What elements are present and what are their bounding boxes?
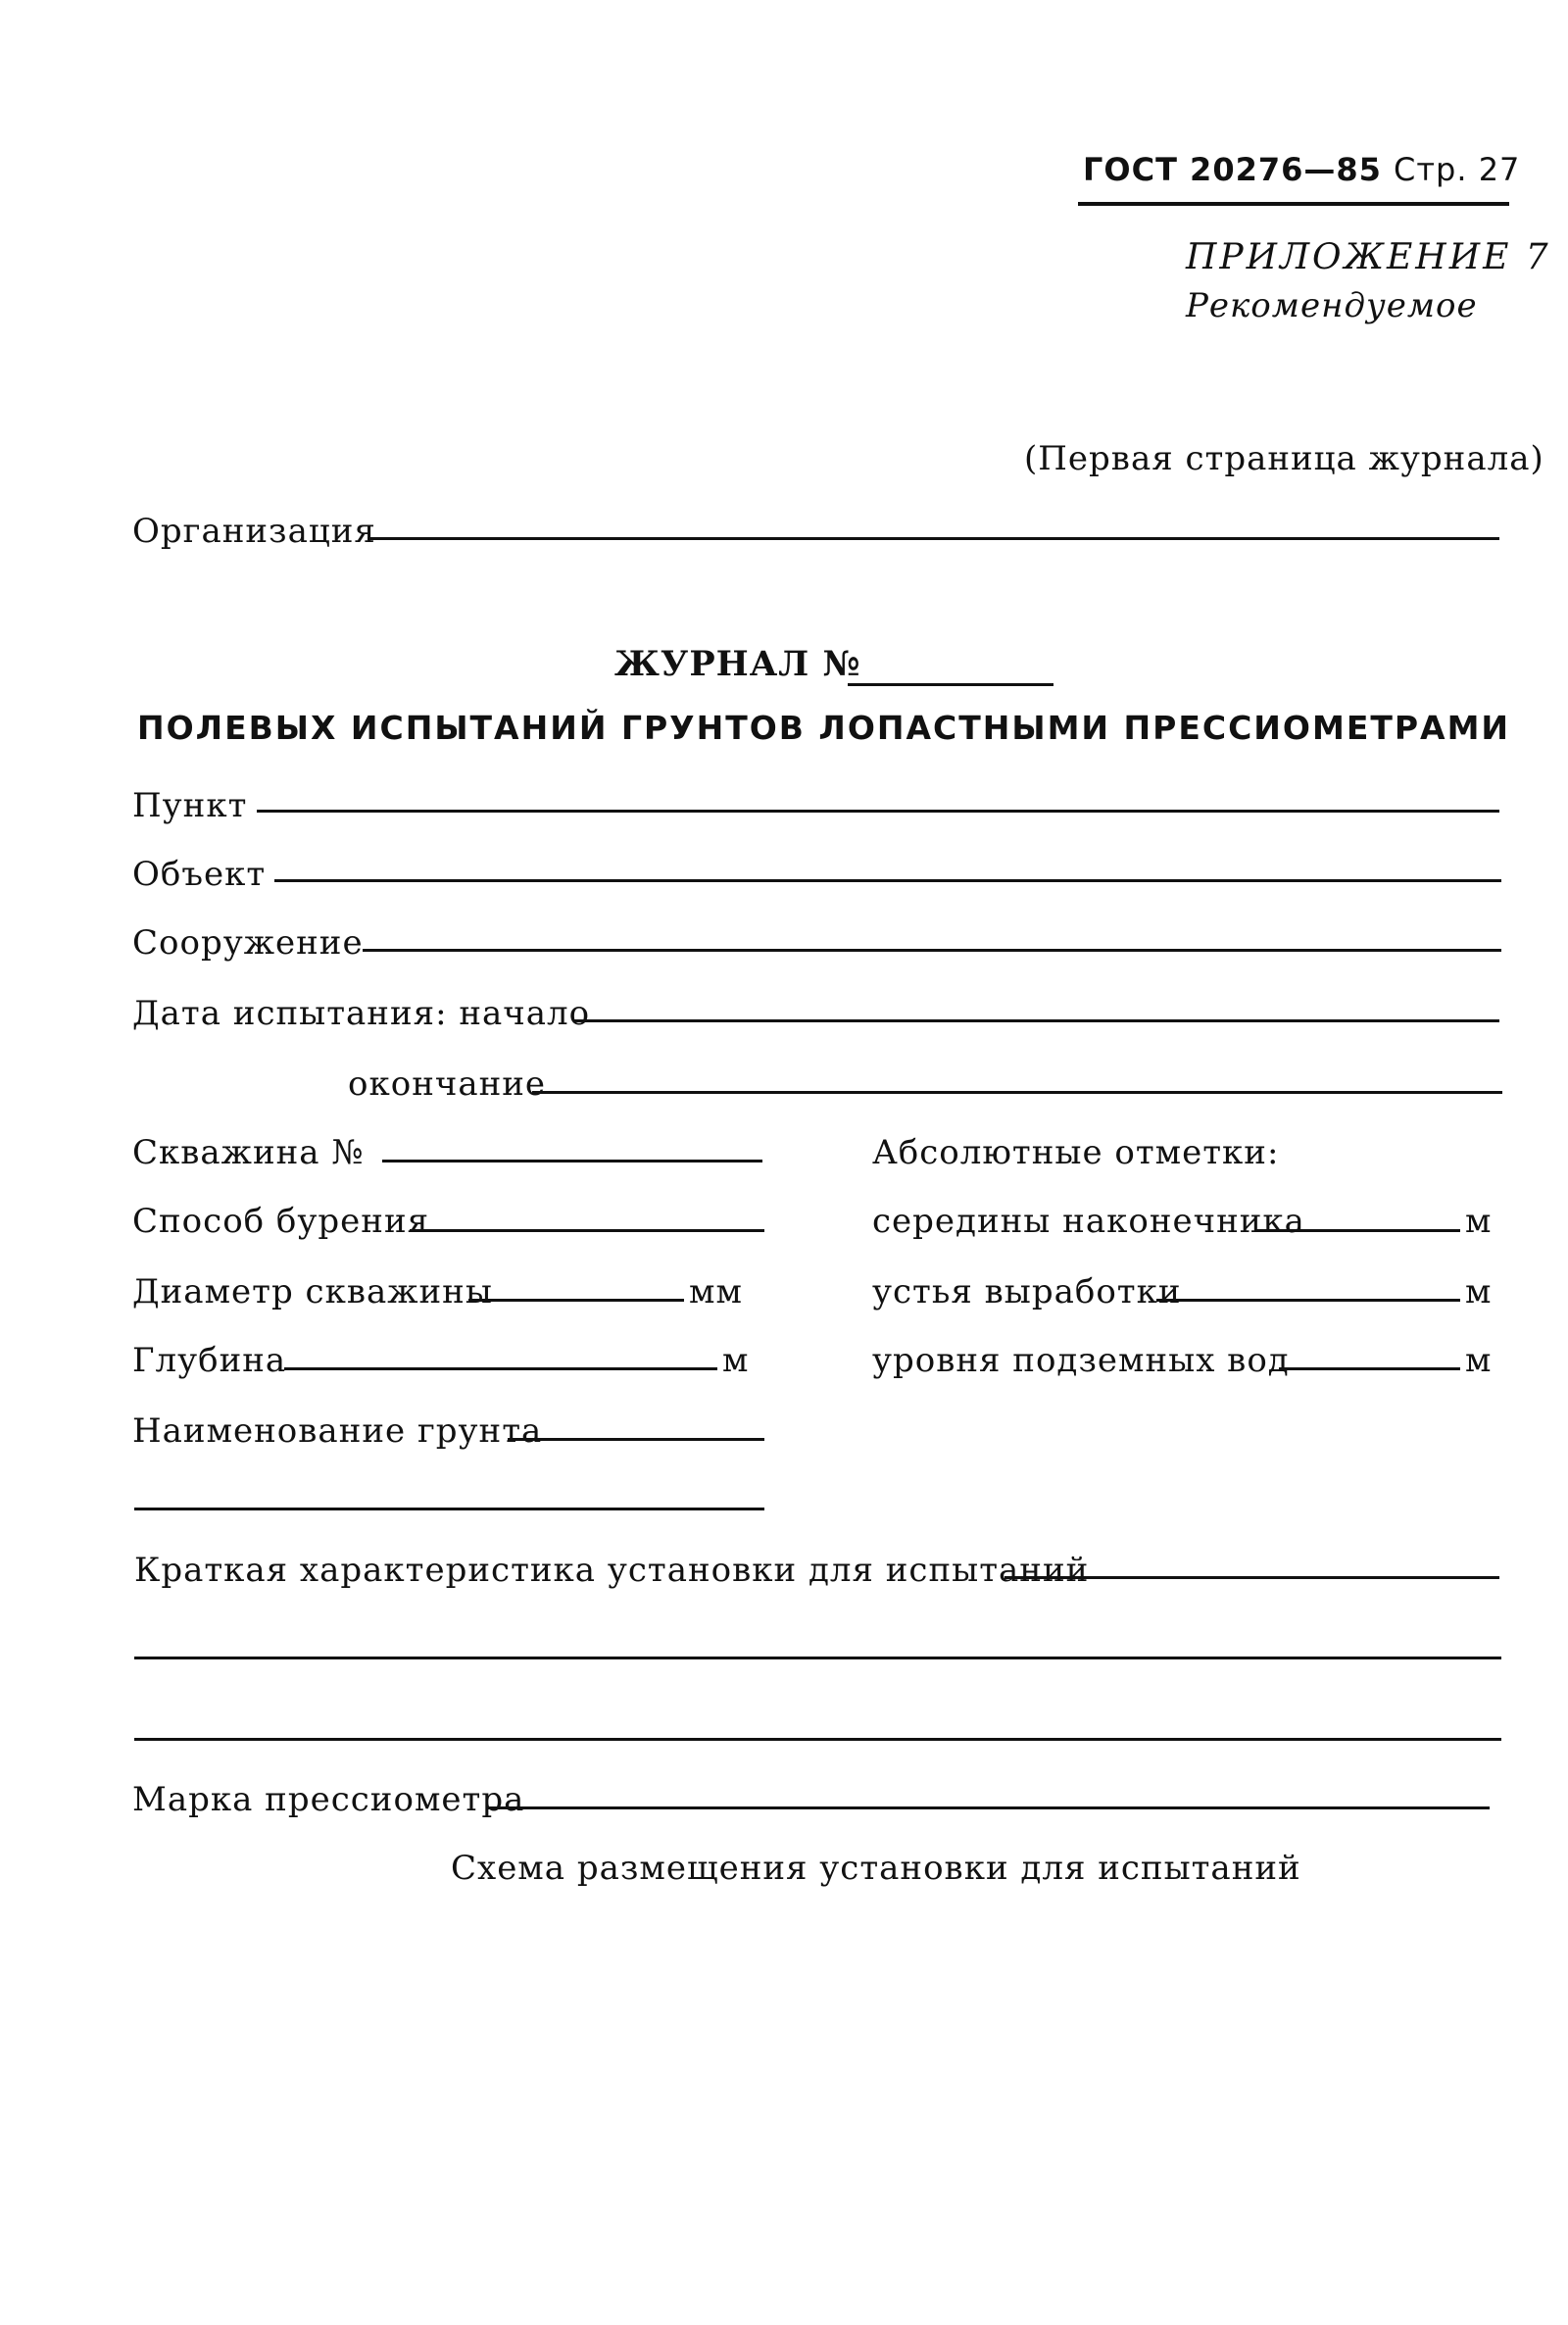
- depth-blank[interactable]: [284, 1367, 717, 1370]
- soil-name-blank[interactable]: [508, 1438, 764, 1441]
- mouth-blank[interactable]: [1156, 1299, 1460, 1302]
- groundwater-label: уровня подземных вод: [872, 1341, 1290, 1380]
- page-number: Стр. 27: [1394, 151, 1521, 188]
- mouth-label: устья выработки: [872, 1272, 1182, 1311]
- test-date-start-blank[interactable]: [573, 1019, 1499, 1022]
- object-blank[interactable]: [274, 879, 1501, 882]
- tip-middle-label: середины наконечника: [872, 1202, 1305, 1241]
- setup-scheme-caption: Схема размещения установки для испытаний: [451, 1849, 1301, 1888]
- setup-description-blank-3[interactable]: [134, 1738, 1501, 1741]
- setup-description-blank[interactable]: [1004, 1576, 1499, 1579]
- journal-number-blank[interactable]: [848, 683, 1054, 686]
- soil-name-label: Наименование грунта: [132, 1411, 543, 1451]
- tip-middle-unit: м: [1465, 1202, 1493, 1241]
- well-no-blank[interactable]: [382, 1160, 762, 1162]
- groundwater-blank[interactable]: [1279, 1367, 1460, 1370]
- soil-name-blank-2[interactable]: [134, 1508, 764, 1510]
- well-diameter-blank[interactable]: [468, 1299, 684, 1302]
- journal-title: ЖУРНАЛ №: [614, 644, 861, 684]
- test-date-end-blank[interactable]: [532, 1091, 1502, 1094]
- groundwater-unit: м: [1465, 1341, 1493, 1380]
- test-date-end-label: окончание: [348, 1064, 547, 1104]
- object-label: Объект: [132, 855, 267, 894]
- well-diameter-label: Диаметр скважины: [132, 1272, 493, 1311]
- depth-unit: м: [722, 1341, 750, 1380]
- test-date-start-label: Дата испытания: начало: [132, 994, 591, 1033]
- point-label: Пункт: [132, 786, 248, 825]
- standard-number: ГОСТ 20276—85: [1083, 151, 1382, 188]
- page-note: (Первая страница журнала): [1024, 439, 1544, 478]
- pressiometer-brand-blank[interactable]: [487, 1806, 1490, 1809]
- organization-label: Организация: [132, 512, 376, 551]
- pressiometer-brand-label: Марка прессиометра: [132, 1780, 525, 1819]
- structure-label: Сооружение: [132, 923, 364, 963]
- well-no-label: Скважина №: [132, 1133, 365, 1172]
- tip-middle-blank[interactable]: [1254, 1229, 1460, 1232]
- drilling-method-blank[interactable]: [410, 1229, 764, 1232]
- point-blank[interactable]: [257, 810, 1499, 813]
- setup-description-label: Краткая характеристика установки для испытаний: [134, 1551, 1090, 1590]
- structure-blank[interactable]: [363, 949, 1501, 952]
- abs-marks-label: Абсолютные отметки:: [872, 1133, 1280, 1172]
- depth-label: Глубина: [132, 1341, 287, 1380]
- appendix-status: Рекомендуемое: [1186, 286, 1478, 325]
- drilling-method-label: Способ бурения: [132, 1202, 430, 1241]
- standard-header: [1083, 151, 1520, 188]
- setup-description-blank-2[interactable]: [134, 1657, 1501, 1659]
- appendix-title: ПРИЛОЖЕНИЕ 7: [1186, 237, 1551, 277]
- organization-blank[interactable]: [368, 537, 1499, 540]
- journal-subtitle: ПОЛЕВЫХ ИСПЫТАНИЙ ГРУНТОВ ЛОПАСТНЫМИ ПРЕССИОМЕТРАМИ: [137, 709, 1511, 747]
- header-rule: [1078, 202, 1509, 206]
- mouth-unit: м: [1465, 1272, 1493, 1311]
- well-diameter-unit: мм: [689, 1272, 743, 1311]
